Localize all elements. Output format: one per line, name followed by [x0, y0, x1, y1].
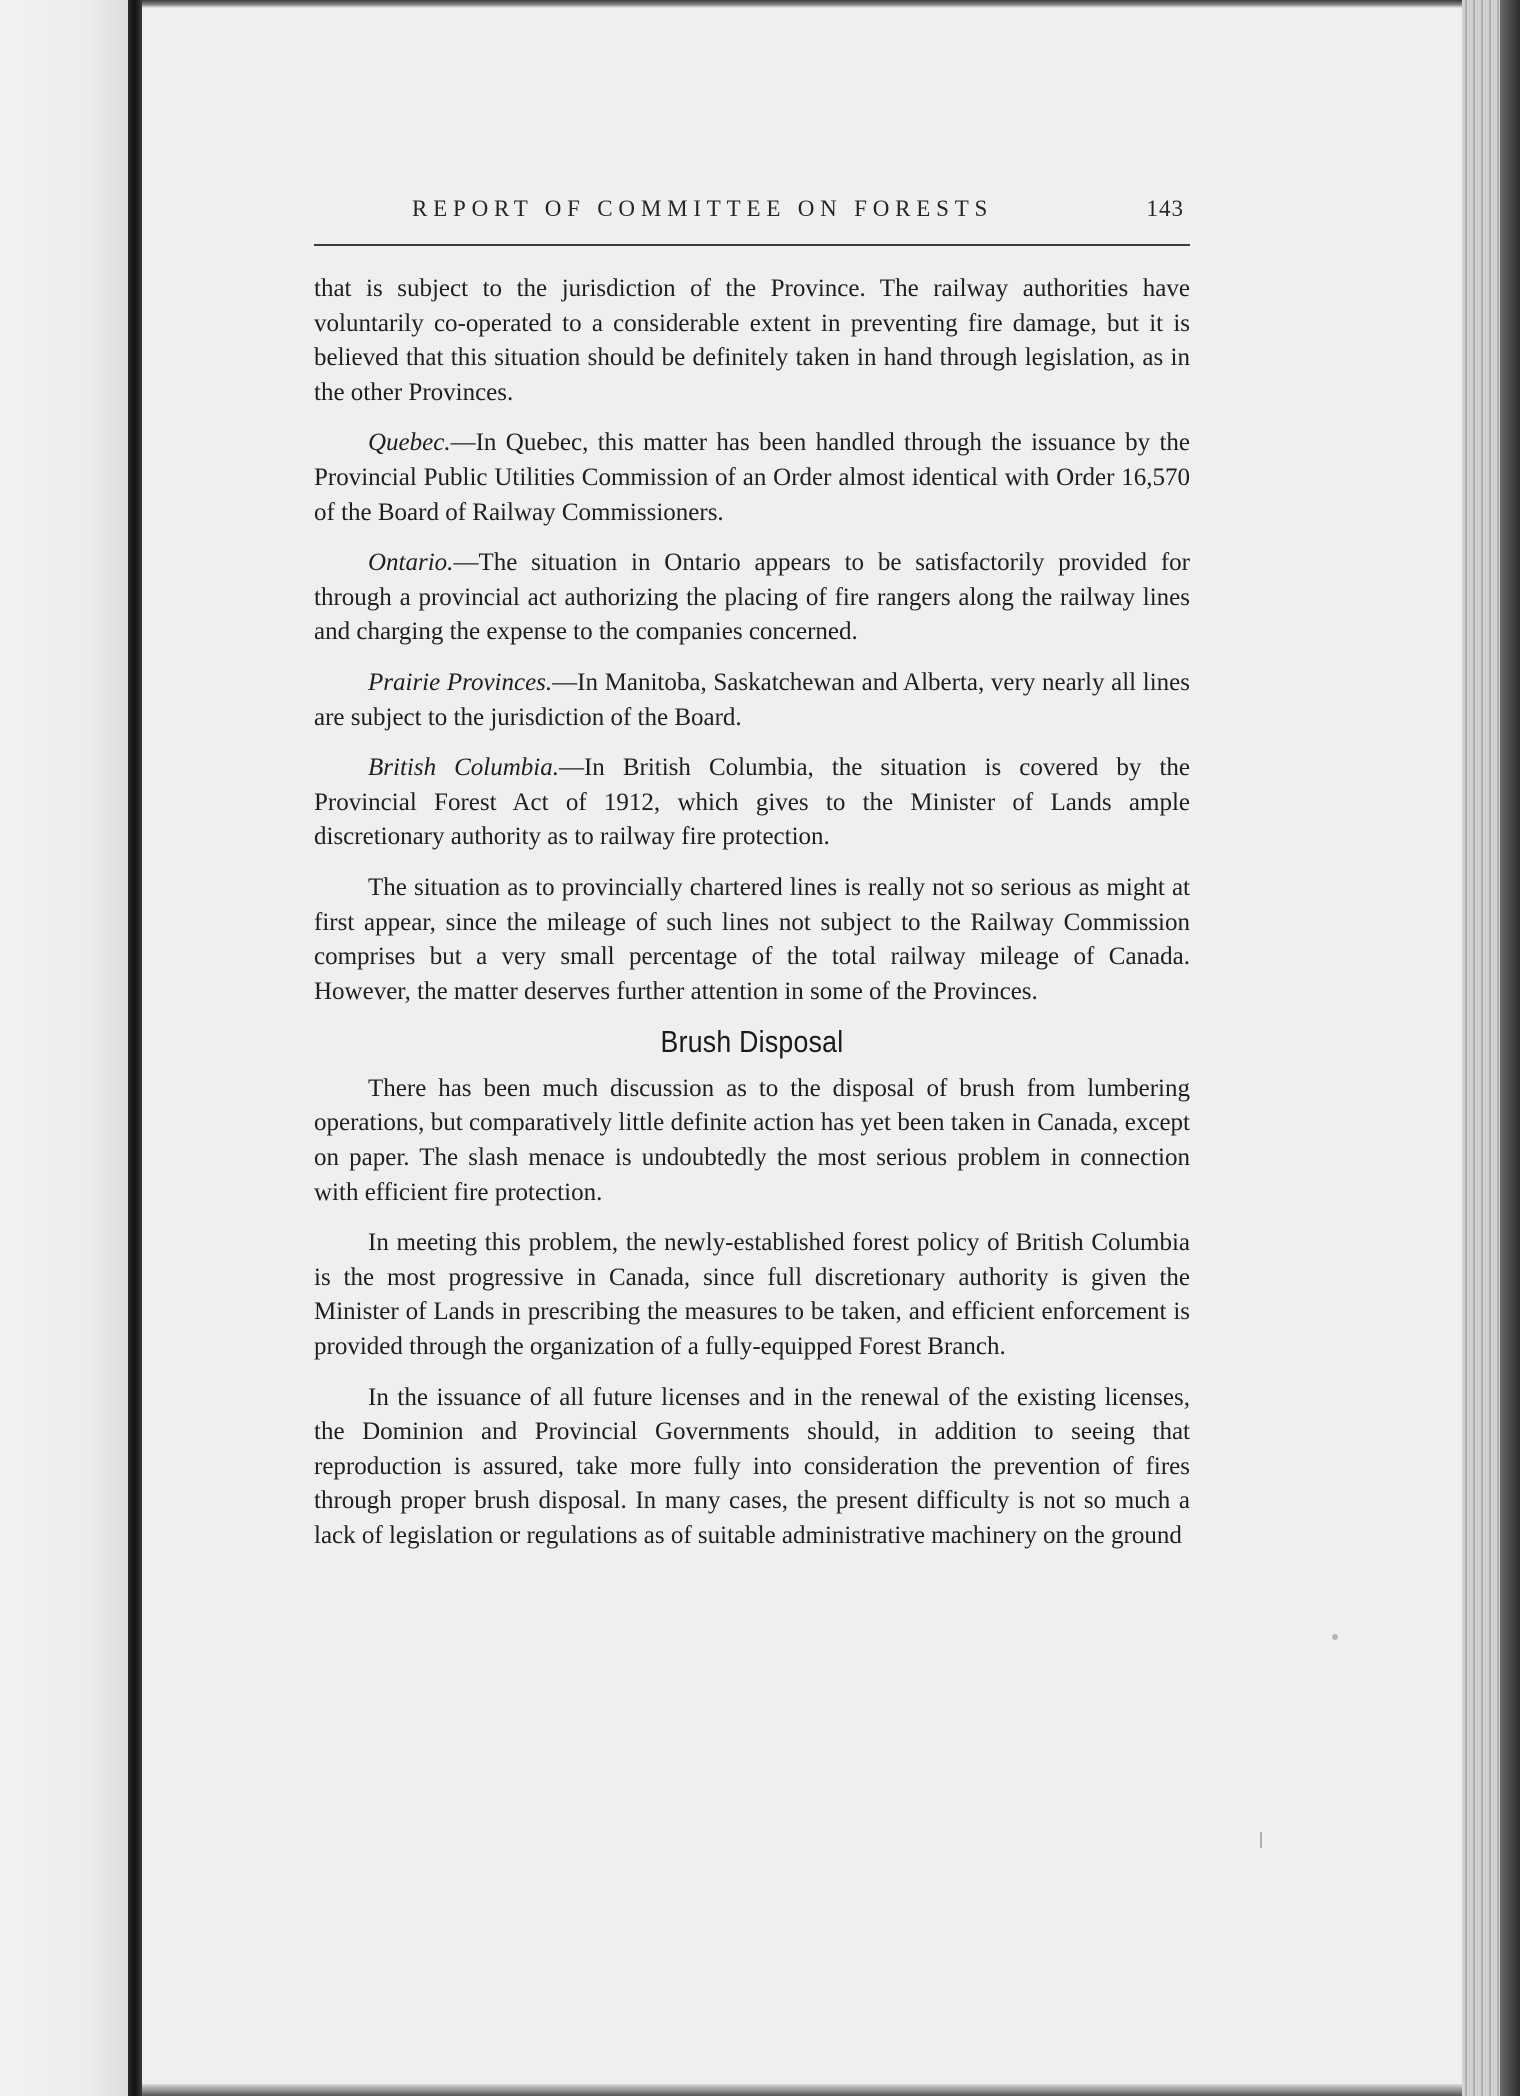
paragraph-text: In meeting this problem, the newly-established forest policy of British Columbia is the most progressive in Canada, since full discretionary authority is given the Minister of Lands in prescribing the measures to be taken, and efficient enforcement is provided through the organization of a fully-equipped Forest Branch.	[314, 1229, 1190, 1361]
running-header	[314, 196, 1190, 236]
paragraph	[314, 1072, 1190, 1210]
paragraph-text: —In British Columbia, the situation is covered by the Provincial Forest Act of 1912, which gives to the Minister of Lands ample discretionary authority as to railway fire protection.	[314, 754, 1191, 851]
paragraph-text: There has been much discussion as to the disposal of brush from lumbering operations, but comparatively little definite action has yet been taken in Canada, except on paper. The slash menace is undoubtedly the most serious problem in connection with efficient fire protection.	[314, 1074, 1190, 1206]
page-stack-shadow	[1500, 0, 1520, 2096]
scan-speck	[1332, 1634, 1338, 1640]
paragraph-lead: Quebec.	[368, 429, 451, 457]
paragraph	[314, 871, 1190, 1009]
paragraph-text: —The situation in Ontario appears to be satisfactorily provided for through a provincial act authorizing the placing of fire rangers along the railway lines and charging the expense to the companies concerned.	[314, 549, 1190, 646]
running-header-title: REPORT OF COMMITTEE ON FORESTS	[412, 196, 994, 221]
paragraph-lead: British Columbia.	[368, 754, 559, 782]
page-number: 143	[1146, 196, 1184, 221]
paragraph-lead: Prairie Provinces.	[368, 668, 553, 696]
header-rule	[314, 244, 1190, 246]
paragraph	[314, 1226, 1190, 1364]
body-text	[314, 272, 1190, 1570]
paragraph-quebec	[314, 426, 1190, 530]
scan-mark	[1260, 1832, 1262, 1848]
paragraph	[314, 1381, 1190, 1554]
paragraph-text: —In Manitoba, Saskatchewan and Alberta, very nearly all lines are subject to the jurisdiction of the Board.	[314, 668, 1190, 731]
paragraph-text: The situation as to provincially chartered lines is really not so serious as might at first appear, since the mileage of such lines not subject to the Railway Commission comprises but a very small percentage of the total railway mileage of Canada. However, the matter deserves further attention in some of the Provinces.	[314, 873, 1190, 1005]
facing-page	[0, 0, 128, 2096]
paragraph-lead: Ontario.	[368, 549, 454, 577]
paragraph-ontario	[314, 546, 1190, 650]
section-heading: Brush Disposal	[660, 1024, 844, 1060]
paragraph-text: In the issuance of all future licenses and in the renewal of the existing licenses, the Dominion and Provincial Governments should, in addition to seeing that reproduction is assured, take more fully into consideration the prevention of fires through proper brush disposal. In many cases, the present difficulty is not so much a lack of legislation or regulations as of suitable administrative machinery on the ground	[314, 1383, 1190, 1549]
book-spine	[128, 0, 142, 2096]
paragraph-text: that is subject to the jurisdiction of the Province. The railway authorities have voluntarily co-operated to a considerable extent in preventing fire damage, but it is believed that this situation should be definitely taken in hand through legislation, as in the other Provinces.	[314, 275, 1190, 406]
paragraph-text: —In Quebec, this matter has been handled through the issuance by the Provincial Public Utilities Commission of an Order almost identical with Order 16,570 of the Board of Railway Commissioners.	[314, 429, 1190, 526]
page-top-edge	[142, 0, 1462, 8]
paragraph-british-columbia	[314, 751, 1190, 855]
page-bottom-edge	[142, 2084, 1462, 2096]
paragraph-prairie-provinces	[314, 666, 1190, 735]
paragraph	[314, 272, 1190, 410]
